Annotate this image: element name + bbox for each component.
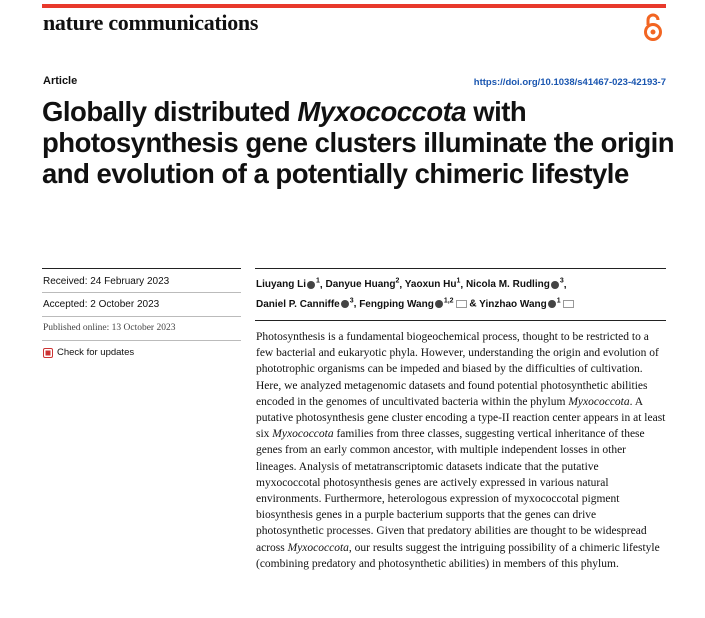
article-title — [42, 96, 682, 189]
mail-icon[interactable] — [456, 300, 467, 308]
check-updates-button[interactable] — [43, 347, 134, 358]
abstract-taxon: Myxococcota — [568, 395, 630, 408]
abstract-taxon: Myxococcota — [272, 428, 334, 441]
title-suffix: with photosynthesis gene clusters illuminate the origin and evolution of a potentially chimeric lifestyle — [42, 96, 675, 189]
orcid-icon[interactable] — [548, 300, 556, 308]
accepted-date: Accepted: 2 October 2023 — [43, 299, 160, 310]
orcid-icon[interactable] — [307, 281, 315, 289]
doi-link[interactable]: https://doi.org/10.1038/s41467-023-42193-7 — [473, 77, 666, 88]
author[interactable] — [466, 279, 564, 290]
orcid-icon[interactable] — [341, 300, 349, 308]
abstract-text: . A putative photosynthesis gene cluster encoding a type-II reaction center appears in at least six — [256, 395, 666, 441]
author[interactable] — [256, 279, 320, 290]
author-name: Fengping Wang — [359, 298, 434, 310]
author-affiliation: 3 — [349, 297, 354, 305]
author-name: Danyue Huang — [325, 279, 396, 291]
author-separator: , — [563, 279, 567, 291]
author-separator: , — [319, 279, 326, 291]
title-prefix: Globally distributed — [42, 96, 298, 127]
author[interactable] — [479, 299, 574, 310]
author-affiliation: 3 — [559, 278, 564, 285]
author[interactable] — [405, 279, 461, 290]
author-separator: , — [460, 279, 466, 291]
abstract-taxon: Myxococcota — [287, 541, 349, 554]
journal-name[interactable]: nature communications — [43, 10, 259, 35]
author-separator: , — [353, 298, 360, 310]
article-type: Article — [43, 75, 78, 87]
author-name: Yaoxun Hu — [404, 279, 457, 291]
author-name: Liuyang Li — [256, 279, 306, 291]
author-affiliation: 1 — [316, 278, 320, 285]
author-affiliation: 1 — [456, 278, 461, 285]
abstract — [256, 329, 666, 572]
journal-accent-bar — [42, 4, 666, 8]
abstract-divider — [255, 320, 666, 321]
divider-right — [255, 268, 666, 269]
check-updates-label: Check for updates — [57, 347, 135, 358]
abstract-text: , our results suggest the intriguing possibility of a chimeric lifestyle (combining predatory and photosynthetic abilities) in members of this phylum. — [256, 541, 660, 570]
received-date: Received: 24 February 2023 — [43, 276, 170, 287]
author-list — [256, 274, 676, 313]
author-affiliation: 1 — [556, 297, 561, 305]
author-affiliation: 2 — [395, 278, 400, 285]
orcid-icon[interactable] — [551, 281, 559, 289]
author[interactable] — [325, 279, 399, 290]
abstract-text: families from three classes, suggesting vertical inheritance of these genes from an early common ancestor, with multiple independent losses in other lineages. Analysis of metatranscriptomic datasets indicate that the putative myxococcotal photosynthesis genes are actively expressed in various natural environments. Furthermore, heterologous expression of myxococcotal pigment biosynthesis genes in a purple bacterium supports that the genes can drive photosynthetic processes. Given that predatory abilities are thought to be widespread across — [256, 428, 647, 554]
author-affiliation: 1,2 — [443, 297, 454, 305]
abstract-text: Photosynthesis is a fundamental biogeochemical process, thought to be restricted to a few bacterial and eukaryotic phyla. However, understanding the origin and evolution of phototrophic organisms can be impeded and biased by the difficulties of cultivation. Here, we analyzed metagenomic datasets and found potential photosynthetic abilities encoded in the genomes of uncultivated bacteria within the phylum — [256, 331, 659, 408]
meta-divider — [42, 316, 241, 317]
meta-divider — [42, 340, 241, 341]
title-italic: Myxococcota — [297, 96, 467, 127]
author-name: Daniel P. Canniffe — [256, 298, 340, 310]
author-name: Nicola M. Rudling — [465, 279, 550, 291]
author[interactable] — [359, 299, 466, 310]
open-access-icon — [642, 12, 664, 42]
author-separator: & — [466, 298, 480, 310]
author-name: Yinzhao Wang — [479, 298, 547, 310]
mail-icon[interactable] — [563, 300, 574, 308]
author[interactable] — [256, 299, 354, 310]
divider-left — [42, 268, 241, 269]
published-date: Published online: 13 October 2023 — [43, 323, 176, 333]
check-updates-icon — [43, 348, 53, 358]
orcid-icon[interactable] — [435, 300, 443, 308]
author-separator: , — [399, 279, 405, 291]
meta-divider — [42, 292, 241, 293]
